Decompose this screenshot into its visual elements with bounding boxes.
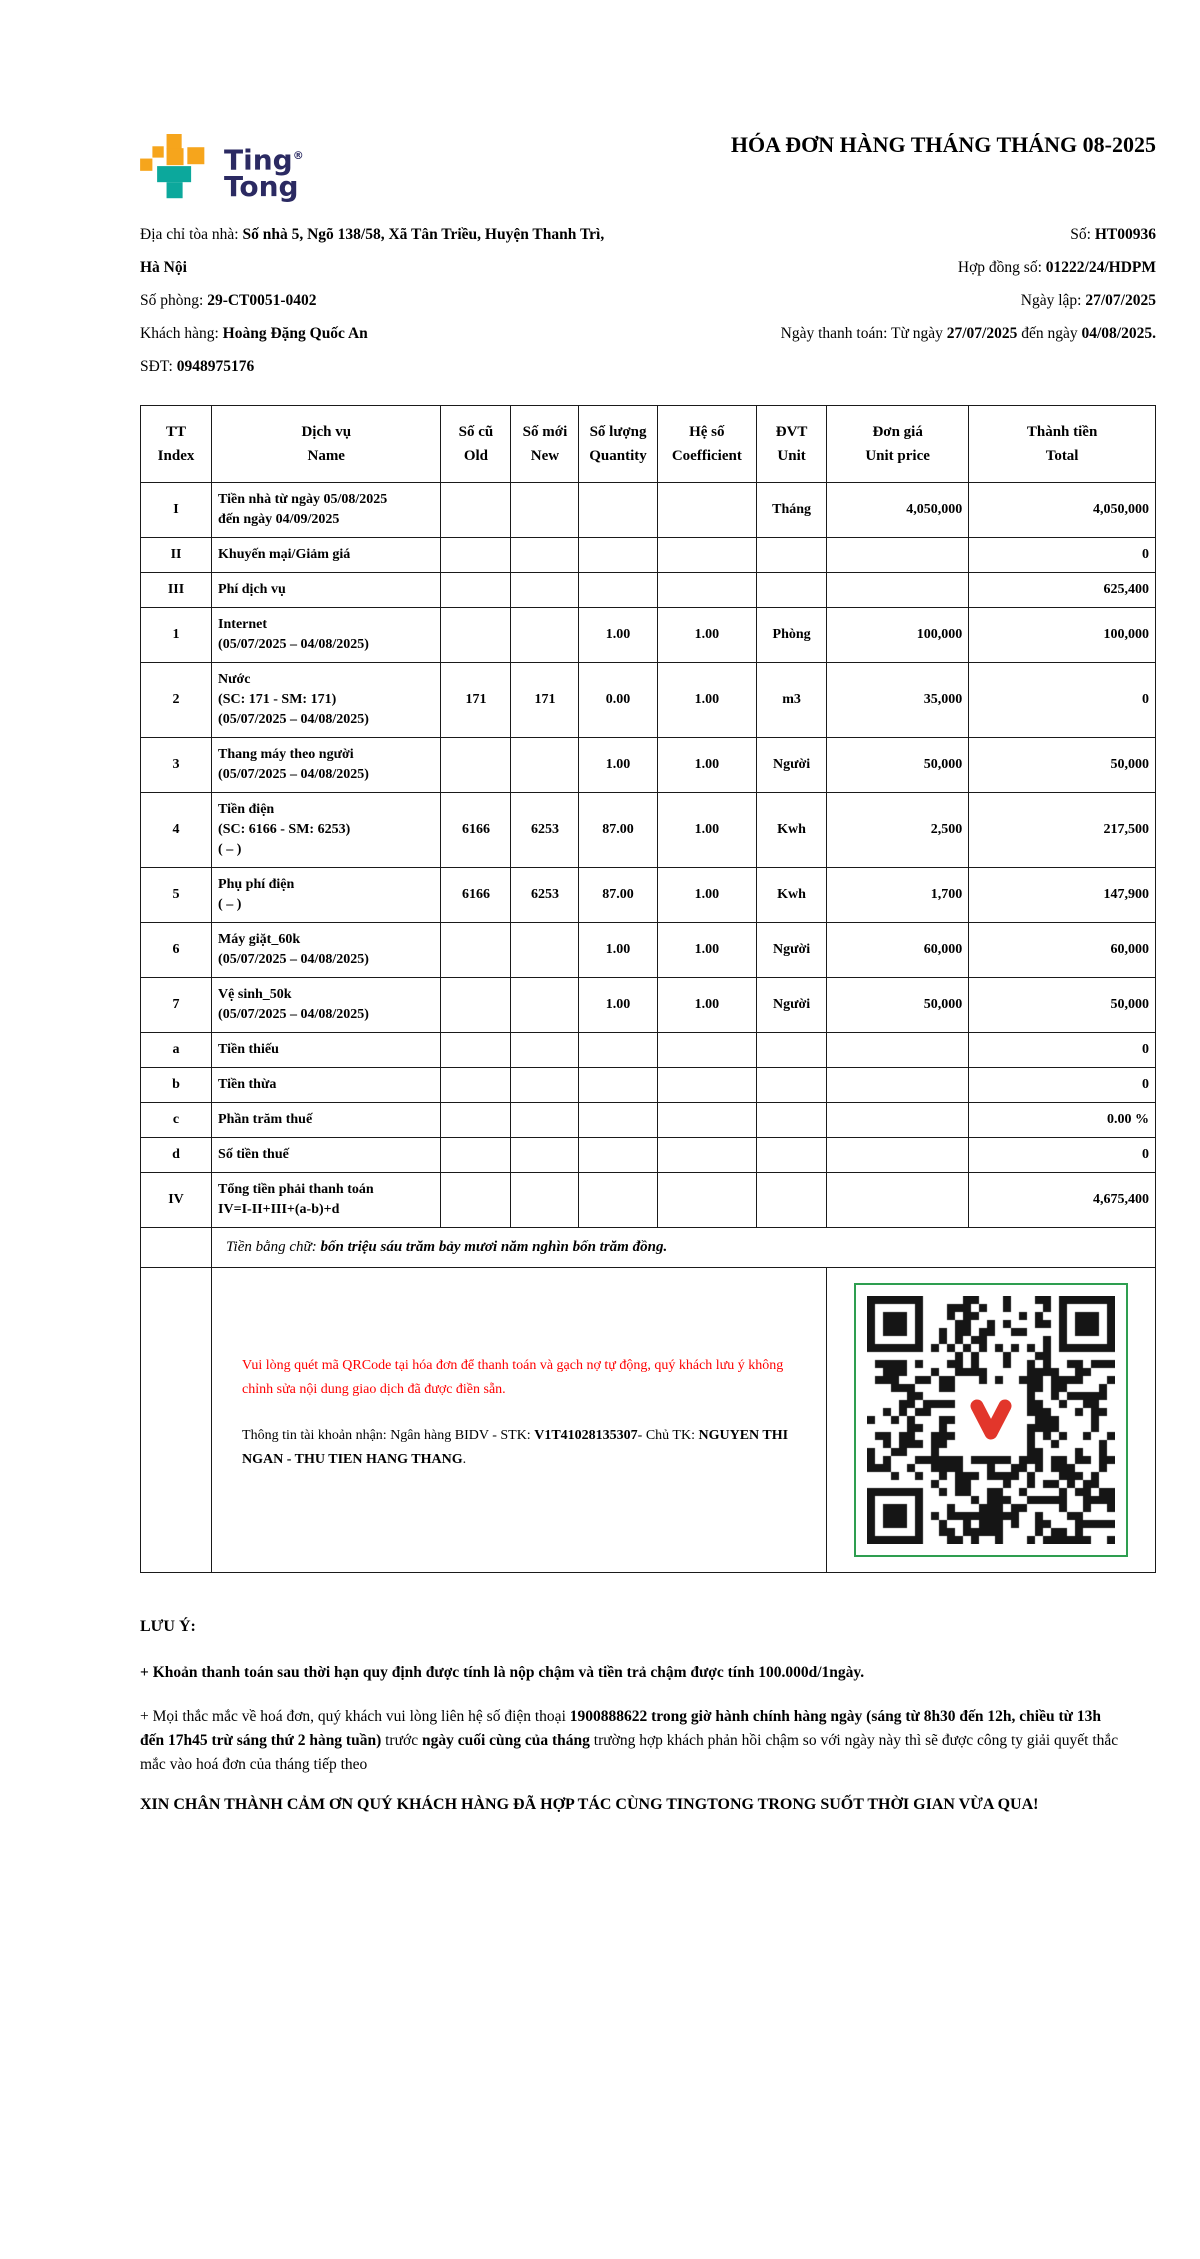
table-cell bbox=[441, 538, 511, 573]
info-right bbox=[656, 218, 1156, 383]
note-title: LƯU Ý: bbox=[140, 1618, 196, 1635]
customer-name: Khách hàng: Hoàng Đặng Quốc An bbox=[140, 325, 368, 342]
table-cell bbox=[757, 1068, 827, 1103]
table-cell: 1.00 bbox=[579, 608, 657, 663]
table-cell: Phần trăm thuế bbox=[212, 1103, 441, 1138]
table-cell: Phòng bbox=[757, 608, 827, 663]
table-cell: Internet (05/07/2025 – 04/08/2025) bbox=[212, 608, 441, 663]
qr-cell bbox=[827, 1268, 1156, 1573]
table-cell bbox=[757, 1138, 827, 1173]
table-cell: 4 bbox=[141, 793, 212, 868]
table-cell bbox=[657, 1173, 756, 1228]
table-cell bbox=[827, 573, 969, 608]
table-cell: Nước (SC: 171 - SM: 171) (05/07/2025 – 04/08/2025) bbox=[212, 663, 441, 738]
info-left bbox=[140, 218, 610, 383]
table-row bbox=[141, 978, 1156, 1033]
table-cell bbox=[827, 1138, 969, 1173]
issue-date: Ngày lập: 27/07/2025 bbox=[1020, 292, 1156, 309]
table-cell: m3 bbox=[757, 663, 827, 738]
table-cell bbox=[511, 573, 579, 608]
table-cell: 0 bbox=[969, 663, 1156, 738]
thank-you-message: XIN CHÂN THÀNH CẢM ƠN QUÝ KHÁCH HÀNG ĐÃ HỢP TÁC CÙNG TINGTONG TRONG SUỐT THỜI GIAN VỪA QUA! bbox=[140, 1796, 1039, 1813]
table-cell bbox=[511, 923, 579, 978]
table-cell: II bbox=[141, 538, 212, 573]
column-header: Đơn giá Unit price bbox=[827, 406, 969, 483]
registered-mark: ® bbox=[292, 149, 304, 162]
table-cell bbox=[579, 1068, 657, 1103]
table-cell: 4,050,000 bbox=[969, 483, 1156, 538]
table-cell bbox=[511, 978, 579, 1033]
qr-frame bbox=[854, 1283, 1128, 1557]
table-cell bbox=[757, 573, 827, 608]
table-cell: 171 bbox=[511, 663, 579, 738]
table-cell bbox=[757, 1173, 827, 1228]
table-cell: 5 bbox=[141, 868, 212, 923]
table-cell bbox=[657, 1103, 756, 1138]
table-cell: 35,000 bbox=[827, 663, 969, 738]
table-cell: Phụ phí điện ( – ) bbox=[212, 868, 441, 923]
table-cell: 4,050,000 bbox=[827, 483, 969, 538]
table-cell bbox=[511, 538, 579, 573]
table-cell: c bbox=[141, 1103, 212, 1138]
table-cell bbox=[441, 1103, 511, 1138]
table-cell: Tiền thiếu bbox=[212, 1033, 441, 1068]
table-cell: III bbox=[141, 573, 212, 608]
table-cell bbox=[511, 738, 579, 793]
table-cell bbox=[579, 573, 657, 608]
table-cell: 0 bbox=[969, 1138, 1156, 1173]
column-header: Thành tiền Total bbox=[969, 406, 1156, 483]
table-header-row bbox=[141, 406, 1156, 483]
table-cell: 1.00 bbox=[657, 868, 756, 923]
room-number: Số phòng: 29-CT0051-0402 bbox=[140, 292, 317, 309]
qr-warning-text: Vui lòng quét mã QRCode tại hóa đơn để thanh toán và gạch nợ tự động, quý khách lưu ý không chỉnh sửa nội dung giao dịch đã được điền sẵn. bbox=[242, 1358, 784, 1397]
table-cell: Kwh bbox=[757, 868, 827, 923]
table-cell: Tiền nhà từ ngày 05/08/2025 đến ngày 04/09/2025 bbox=[212, 483, 441, 538]
table-cell bbox=[441, 1068, 511, 1103]
contact-note: + Mọi thắc mắc về hoá đơn, quý khách vui lòng liên hệ số điện thoại 1900888622 trong giờ hành chính hàng ngày (sáng từ 8h30 đến 12h, chiều từ 13h đến 17h45 trừ sáng thứ 2 hàng tuần) trước ngày cuối cùng của tháng trường hợp khách phản hồi chậm so với ngày này thì sẽ được công ty giải quyết thắc mắc vào hoá đơn của tháng tiếp theo bbox=[140, 1708, 1119, 1773]
table-cell: Kwh bbox=[757, 793, 827, 868]
invoice-number: Số: HT00936 bbox=[1070, 226, 1156, 243]
table-cell: 0 bbox=[969, 1033, 1156, 1068]
table-cell bbox=[657, 1068, 756, 1103]
table-cell bbox=[827, 1068, 969, 1103]
table-row bbox=[141, 608, 1156, 663]
table-cell bbox=[657, 1033, 756, 1068]
table-row bbox=[141, 1033, 1156, 1068]
tingtong-logo-icon bbox=[140, 134, 212, 202]
column-header: Hệ số Coefficient bbox=[657, 406, 756, 483]
table-cell: 50,000 bbox=[827, 738, 969, 793]
table-cell bbox=[757, 1033, 827, 1068]
table-cell bbox=[579, 538, 657, 573]
table-cell bbox=[511, 1033, 579, 1068]
table-cell: Thang máy theo người (05/07/2025 – 04/08/2025) bbox=[212, 738, 441, 793]
column-header: TT Index bbox=[141, 406, 212, 483]
table-cell: Tiền thừa bbox=[212, 1068, 441, 1103]
table-cell: 1.00 bbox=[657, 663, 756, 738]
column-header: ĐVT Unit bbox=[757, 406, 827, 483]
table-row bbox=[141, 738, 1156, 793]
table-cell bbox=[827, 1103, 969, 1138]
table-cell: 50,000 bbox=[969, 978, 1156, 1033]
column-header: Số lượng Quantity bbox=[579, 406, 657, 483]
table-row bbox=[141, 1103, 1156, 1138]
table-row bbox=[141, 1138, 1156, 1173]
table-cell: 100,000 bbox=[827, 608, 969, 663]
table-cell: 1.00 bbox=[657, 608, 756, 663]
table-cell: Vệ sinh_50k (05/07/2025 – 04/08/2025) bbox=[212, 978, 441, 1033]
table-cell bbox=[141, 1268, 212, 1573]
table-cell: Số tiền thuế bbox=[212, 1138, 441, 1173]
table-row bbox=[141, 483, 1156, 538]
table-cell bbox=[441, 1033, 511, 1068]
table-cell: 0.00 % bbox=[969, 1103, 1156, 1138]
table-cell: 0.00 bbox=[579, 663, 657, 738]
table-cell: 87.00 bbox=[579, 868, 657, 923]
table-cell: Người bbox=[757, 738, 827, 793]
table-cell: 1.00 bbox=[657, 923, 756, 978]
table-cell: Máy giặt_60k (05/07/2025 – 04/08/2025) bbox=[212, 923, 441, 978]
table-row bbox=[141, 793, 1156, 868]
table-cell bbox=[579, 483, 657, 538]
table-cell: 60,000 bbox=[827, 923, 969, 978]
table-cell: 60,000 bbox=[969, 923, 1156, 978]
table-cell: 1.00 bbox=[579, 923, 657, 978]
qr-row bbox=[141, 1268, 1156, 1573]
table-cell: 1.00 bbox=[657, 978, 756, 1033]
table-cell bbox=[757, 1103, 827, 1138]
table-cell bbox=[441, 573, 511, 608]
table-row bbox=[141, 1173, 1156, 1228]
brand-line1: Ting bbox=[224, 143, 293, 177]
table-cell bbox=[511, 1138, 579, 1173]
table-cell: 87.00 bbox=[579, 793, 657, 868]
table-cell bbox=[827, 1173, 969, 1228]
table-cell: 50,000 bbox=[969, 738, 1156, 793]
table-cell: 1.00 bbox=[657, 793, 756, 868]
table-cell bbox=[757, 538, 827, 573]
qr-center-v-logo bbox=[963, 1392, 1019, 1448]
table-cell: 217,500 bbox=[969, 793, 1156, 868]
invoice-info bbox=[140, 218, 1156, 383]
table-cell bbox=[511, 1173, 579, 1228]
table-cell: Khuyến mại/Giảm giá bbox=[212, 538, 441, 573]
table-cell bbox=[141, 1228, 212, 1268]
table-cell bbox=[657, 573, 756, 608]
table-cell: 100,000 bbox=[969, 608, 1156, 663]
table-cell: Người bbox=[757, 923, 827, 978]
table-cell: 0 bbox=[969, 1068, 1156, 1103]
table-cell: a bbox=[141, 1033, 212, 1068]
table-row bbox=[141, 923, 1156, 978]
table-cell: Phí dịch vụ bbox=[212, 573, 441, 608]
table-body bbox=[141, 483, 1156, 1228]
table-cell: 2,500 bbox=[827, 793, 969, 868]
table-cell bbox=[441, 978, 511, 1033]
table-header bbox=[141, 406, 1156, 483]
table-cell: 6 bbox=[141, 923, 212, 978]
amount-in-words-row bbox=[141, 1228, 1156, 1268]
table-cell: b bbox=[141, 1068, 212, 1103]
table-cell: 171 bbox=[441, 663, 511, 738]
payment-period: Ngày thanh toán: Từ ngày 27/07/2025 đến ngày 04/08/2025. bbox=[780, 325, 1156, 342]
table-cell bbox=[441, 608, 511, 663]
table-cell: 7 bbox=[141, 978, 212, 1033]
table-cell: 625,400 bbox=[969, 573, 1156, 608]
table-cell: I bbox=[141, 483, 212, 538]
table-cell: Người bbox=[757, 978, 827, 1033]
table-cell: 4,675,400 bbox=[969, 1173, 1156, 1228]
late-payment-note: + Khoản thanh toán sau thời hạn quy định được tính là nộp chậm và tiền trả chậm được tính 100.000d/1ngày. bbox=[140, 1664, 865, 1681]
amount-in-words: Tiền bằng chữ: bốn triệu sáu trăm bảy mươi năm nghìn bốn trăm đồng. bbox=[212, 1228, 1156, 1268]
column-header: Dịch vụ Name bbox=[212, 406, 441, 483]
contract-number: Hợp đồng số: 01222/24/HDPM bbox=[957, 259, 1156, 276]
table-cell: 6253 bbox=[511, 868, 579, 923]
column-header: Số cũ Old bbox=[441, 406, 511, 483]
table-cell: 1.00 bbox=[579, 738, 657, 793]
brand-wordmark bbox=[224, 142, 304, 204]
column-header: Số mới New bbox=[511, 406, 579, 483]
table-cell: Tháng bbox=[757, 483, 827, 538]
tingtong-logo bbox=[140, 134, 304, 202]
table-cell: 6166 bbox=[441, 868, 511, 923]
brand-line2: Tong bbox=[224, 170, 299, 204]
table-cell bbox=[657, 538, 756, 573]
bank-account-info: Thông tin tài khoản nhận: Ngân hàng BIDV - STK: V1T41028135307- Chủ TK: NGUYEN THI NGAN - THU TIEN HANG THANG. bbox=[242, 1428, 789, 1467]
table-row bbox=[141, 663, 1156, 738]
table-cell: 6166 bbox=[441, 793, 511, 868]
table-cell: Tổng tiền phải thanh toán IV=I-II+III+(a-b)+d bbox=[212, 1173, 441, 1228]
table-cell bbox=[657, 483, 756, 538]
payment-instructions bbox=[212, 1268, 827, 1573]
table-cell bbox=[827, 1033, 969, 1068]
invoice-title: HÓA ĐƠN HÀNG THÁNG THÁNG 08-2025 bbox=[730, 132, 1156, 157]
table-cell bbox=[441, 1173, 511, 1228]
table-cell bbox=[511, 608, 579, 663]
customer-phone: SĐT: 0948975176 bbox=[140, 358, 255, 375]
table-cell bbox=[579, 1033, 657, 1068]
table-cell bbox=[441, 1138, 511, 1173]
table-cell bbox=[441, 923, 511, 978]
table-cell bbox=[441, 483, 511, 538]
table-row bbox=[141, 538, 1156, 573]
building-address: Địa chỉ tòa nhà: Số nhà 5, Ngõ 138/58, Xã Tân Triều, Huyện Thanh Trì, Hà Nội bbox=[140, 226, 605, 276]
table-cell: d bbox=[141, 1138, 212, 1173]
table-row bbox=[141, 1068, 1156, 1103]
table-cell: 1.00 bbox=[657, 738, 756, 793]
table-cell bbox=[579, 1103, 657, 1138]
footer-notes bbox=[140, 1615, 1128, 1817]
table-cell: 3 bbox=[141, 738, 212, 793]
table-cell: 147,900 bbox=[969, 868, 1156, 923]
table-cell bbox=[441, 738, 511, 793]
table-cell bbox=[511, 1068, 579, 1103]
table-cell: IV bbox=[141, 1173, 212, 1228]
table-cell bbox=[511, 483, 579, 538]
table-cell: 50,000 bbox=[827, 978, 969, 1033]
table-cell: Tiền điện (SC: 6166 - SM: 6253) ( – ) bbox=[212, 793, 441, 868]
table-cell bbox=[511, 1103, 579, 1138]
table-cell bbox=[827, 538, 969, 573]
table-row bbox=[141, 573, 1156, 608]
table-footer-rows bbox=[141, 1228, 1156, 1573]
table-cell: 1 bbox=[141, 608, 212, 663]
table-cell: 1.00 bbox=[579, 978, 657, 1033]
header bbox=[140, 0, 1156, 202]
table-cell: 6253 bbox=[511, 793, 579, 868]
table-cell: 0 bbox=[969, 538, 1156, 573]
table-cell bbox=[657, 1138, 756, 1173]
table-cell: 2 bbox=[141, 663, 212, 738]
table-row bbox=[141, 868, 1156, 923]
table-cell: 1,700 bbox=[827, 868, 969, 923]
table-cell bbox=[579, 1173, 657, 1228]
table-cell bbox=[579, 1138, 657, 1173]
invoice-table bbox=[140, 405, 1156, 1573]
